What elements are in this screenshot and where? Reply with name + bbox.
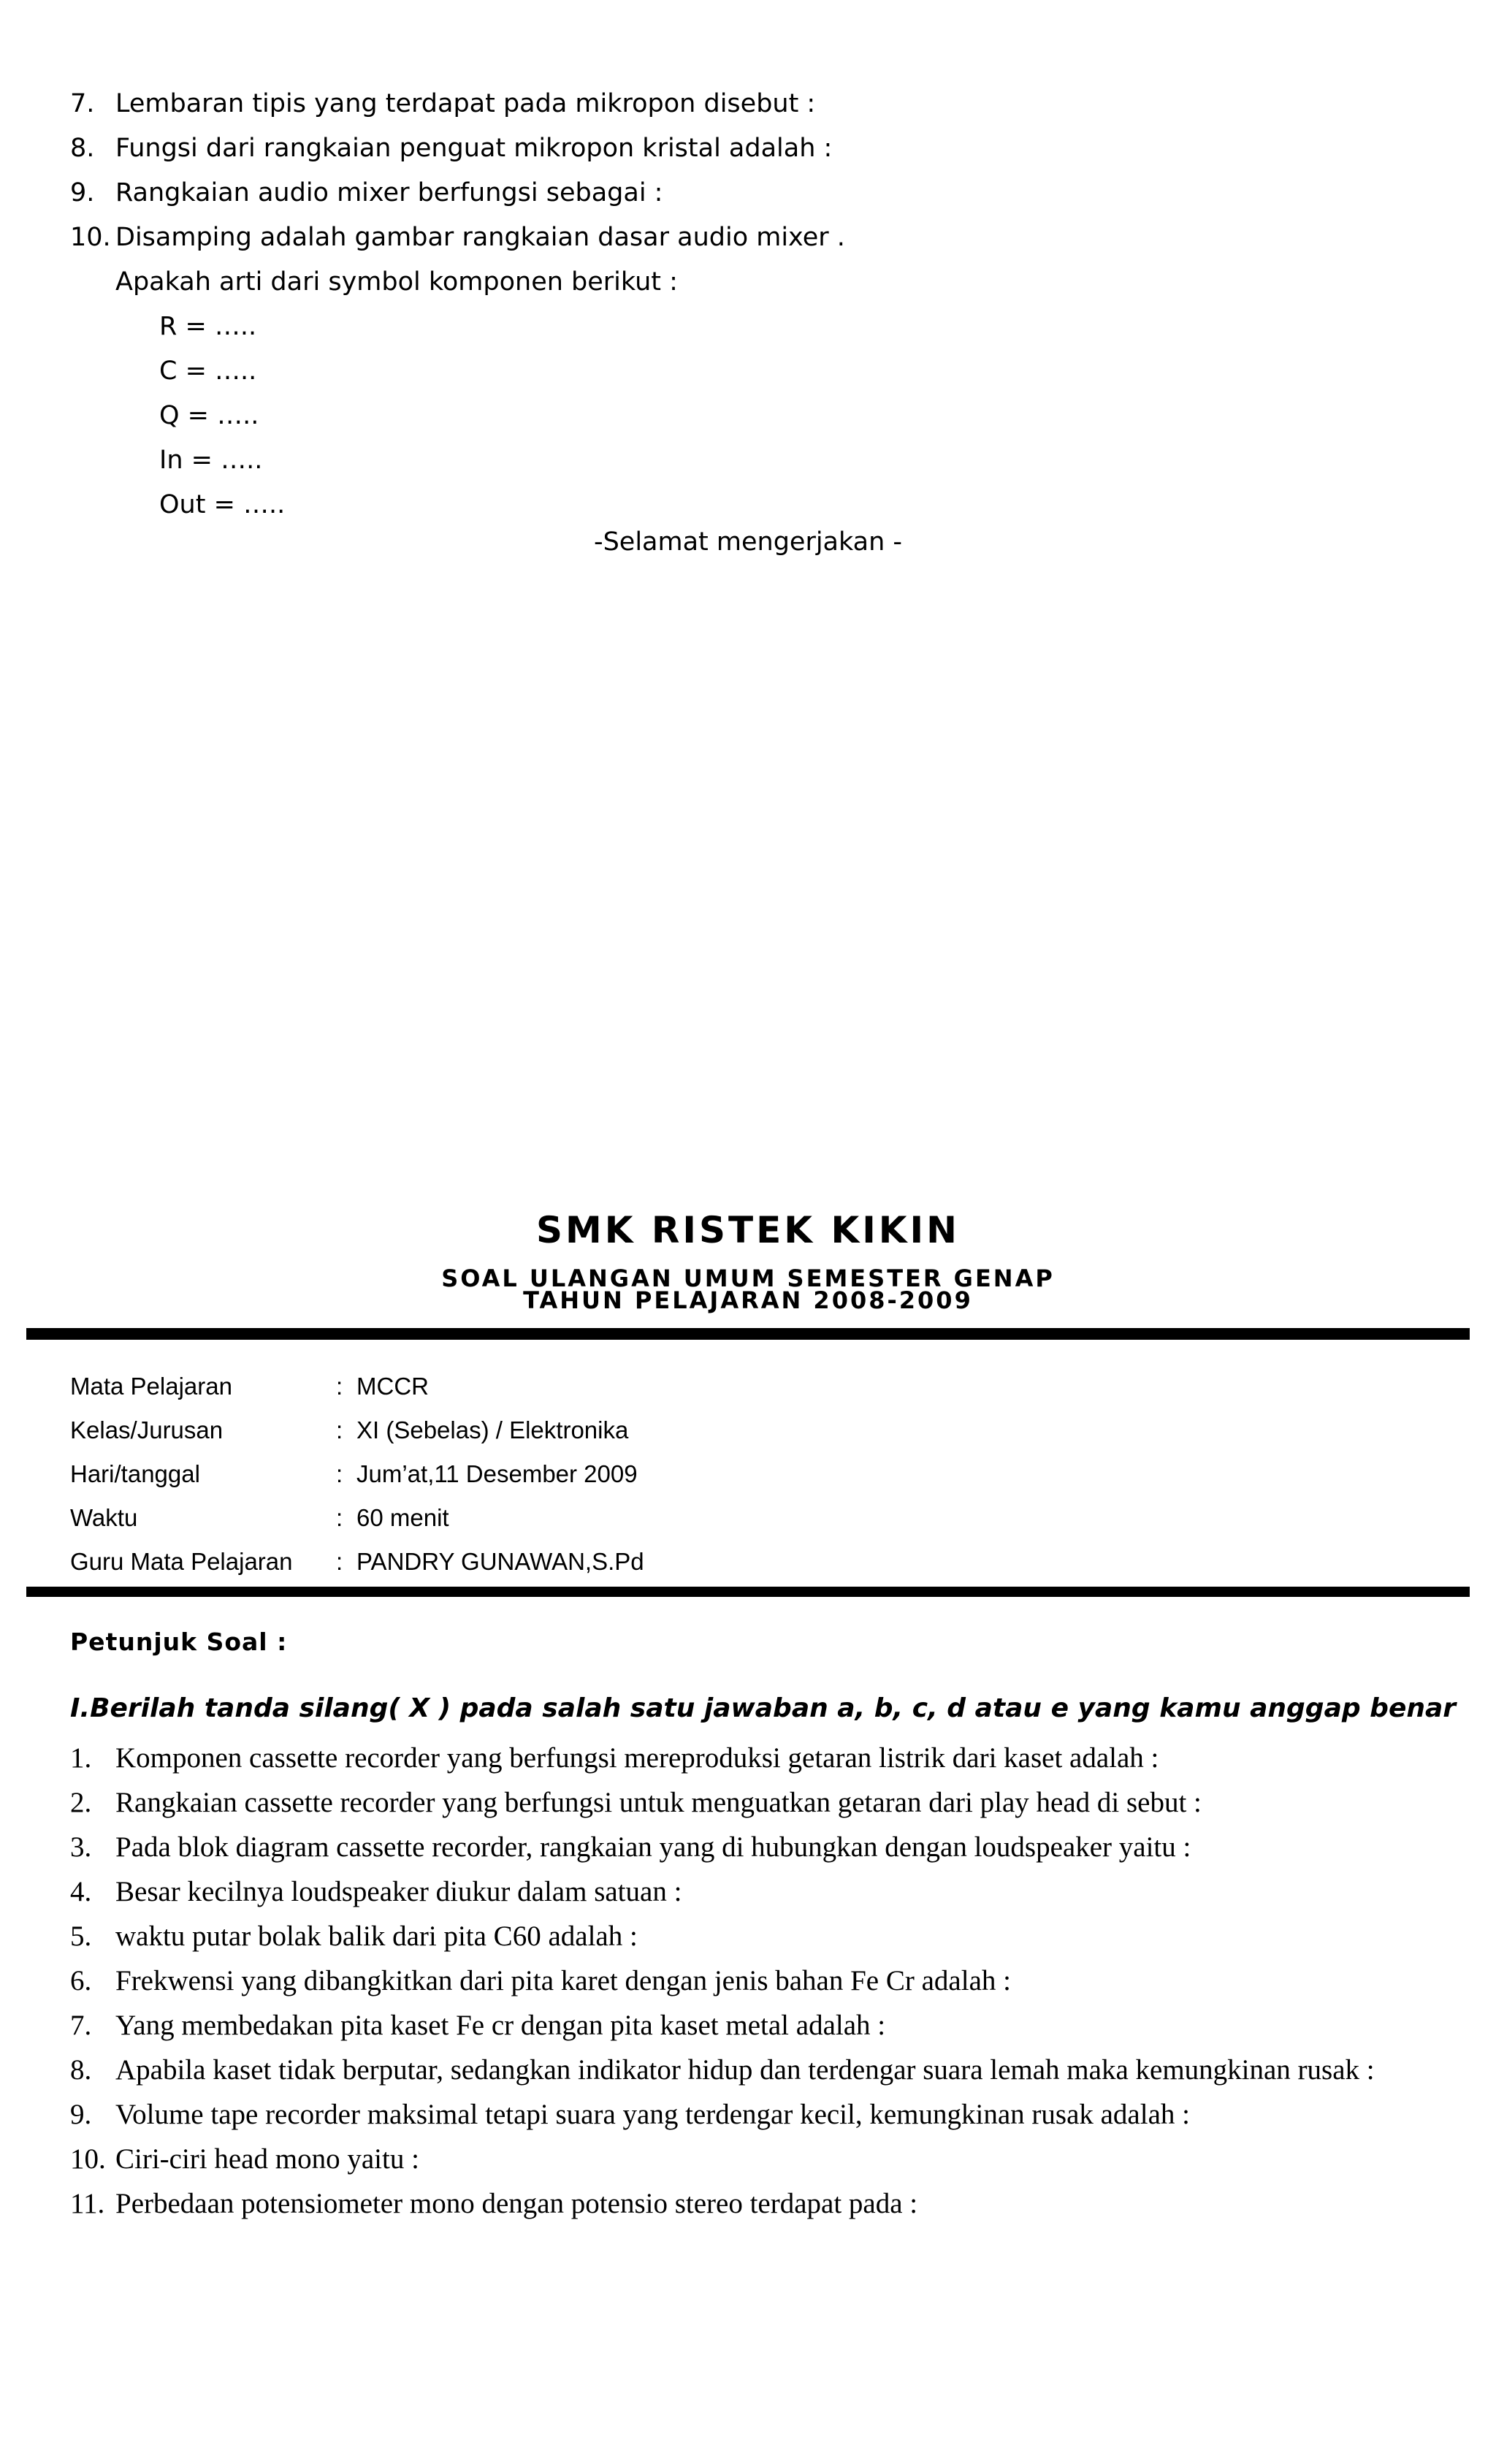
question-number: 7.: [70, 89, 95, 118]
symbol-line: Q = …..: [159, 401, 259, 430]
question-text: Perbedaan potensiometer mono dengan potensio stereo terdapat pada :: [115, 2188, 918, 2219]
question-item: [70, 2003, 1375, 2048]
question-text: Besar kecilnya loudspeaker diukur dalam satuan :: [115, 1876, 682, 1907]
question-text: Apabila kaset tidak berputar, sedangkan indikator hidup dan terdengar suara lemah maka kemungkinan rusak :: [115, 2054, 1375, 2086]
question-text: waktu putar bolak balik dari pita C60 adalah :: [115, 1921, 638, 1952]
question-number: 10.: [70, 2143, 106, 2175]
question-text: Rangkaian audio mixer berfungsi sebagai :: [115, 178, 663, 207]
info-value: PANDRY GUNAWAN,S.Pd: [356, 1548, 644, 1575]
question-text: Komponen cassette recorder yang berfungsi mereproduksi getaran listrik dari kaset adalah :: [115, 1742, 1159, 1774]
header-divider: [26, 1328, 1470, 1340]
info-colon: :: [336, 1373, 343, 1400]
info-colon: :: [336, 1460, 343, 1487]
info-label: Hari/tanggal: [70, 1460, 200, 1487]
symbol-line: C = …..: [159, 356, 257, 386]
info-label: Waktu: [70, 1504, 138, 1531]
info-colon: :: [336, 1504, 343, 1531]
question-number: 3.: [70, 1831, 92, 1863]
info-colon: :: [336, 1548, 343, 1575]
question-item: [70, 1736, 1375, 1780]
school-name: SMK RISTEK KIKIN: [536, 1209, 960, 1251]
question-number: 10.: [70, 223, 111, 252]
info-value: XI (Sebelas) / Elektronika: [356, 1416, 629, 1443]
exam-title: [0, 1265, 1496, 1314]
question-followup: Apakah arti dari symbol komponen berikut :: [115, 267, 678, 297]
symbol-line: R = …..: [159, 312, 257, 341]
info-row: [70, 1408, 644, 1452]
question-item: [70, 2048, 1375, 2092]
info-value: 60 menit: [356, 1504, 449, 1531]
info-label: Kelas/Jurusan: [70, 1416, 224, 1443]
question-item: [70, 1825, 1375, 1869]
exam-info-table: [70, 1365, 644, 1584]
symbol-line: In = …..: [159, 446, 263, 475]
question-text: Frekwensi yang dibangkitkan dari pita karet dengan jenis bahan Fe Cr adalah :: [115, 1965, 1011, 1996]
question-item: [70, 1958, 1375, 2003]
question-number: 1.: [70, 1742, 92, 1774]
question-item: [70, 1914, 1375, 1958]
symbol-line: Out = …..: [159, 490, 286, 519]
question-item: [70, 82, 845, 126]
info-colon: :: [336, 1416, 343, 1443]
info-divider: [26, 1587, 1470, 1597]
question-text: Fungsi dari rangkaian penguat mikropon kristal adalah :: [115, 134, 833, 163]
exam-title-line: SOAL ULANGAN UMUM SEMESTER GENAP: [441, 1265, 1055, 1292]
info-row: [70, 1365, 644, 1408]
question-text: Disamping adalah gambar rangkaian dasar audio mixer .: [115, 223, 845, 252]
question-number: 7.: [70, 2010, 92, 2041]
question-number: 4.: [70, 1876, 92, 1907]
info-label: Mata Pelajaran: [70, 1373, 232, 1400]
question-text: Rangkaian cassette recorder yang berfungsi untuk menguatkan getaran dari play head di sebut :: [115, 1787, 1202, 1818]
question-text: Pada blok diagram cassette recorder, rangkaian yang di hubungkan dengan loudspeaker yaitu :: [115, 1831, 1191, 1863]
question-list: [70, 1736, 1375, 2226]
question-number: 8.: [70, 134, 95, 163]
question-item: [70, 126, 845, 171]
question-item: [70, 171, 845, 215]
question-text: Lembaran tipis yang terdapat pada mikropon disebut :: [115, 89, 816, 118]
closing-message: -Selamat mengerjakan -: [593, 527, 903, 557]
question-item: [70, 1869, 1375, 1914]
info-row: [70, 1540, 644, 1584]
question-item: [70, 215, 845, 260]
question-item: [70, 2181, 1375, 2226]
question-text: Volume tape recorder maksimal tetapi suara yang terdengar kecil, kemungkinan rusak adalah :: [115, 2099, 1190, 2130]
question-number: 11.: [70, 2188, 105, 2219]
info-row: [70, 1496, 644, 1540]
info-value: MCCR: [356, 1373, 429, 1400]
instructions-title: Petunjuk Soal :: [70, 1628, 288, 1656]
question-text: Ciri-ciri head mono yaitu :: [115, 2143, 419, 2175]
section-title: I.Berilah tanda silang( X ) pada salah satu jawaban a, b, c, d atau e yang kamu anggap benar: [70, 1693, 1457, 1723]
question-number: 2.: [70, 1787, 92, 1818]
question-number: 5.: [70, 1921, 92, 1952]
info-label: Guru Mata Pelajaran: [70, 1548, 293, 1575]
exam-title-line: TAHUN PELAJARAN 2008-2009: [523, 1286, 973, 1314]
question-number: 9.: [70, 2099, 92, 2130]
question-text: Yang membedakan pita kaset Fe cr dengan pita kaset metal adalah :: [115, 2010, 886, 2041]
info-row: [70, 1452, 644, 1496]
question-item: [70, 2092, 1375, 2137]
info-value: Jum’at,11 Desember 2009: [356, 1460, 638, 1487]
continued-question-list: [70, 82, 845, 527]
question-number: 9.: [70, 178, 95, 207]
question-number: 8.: [70, 2054, 92, 2086]
question-number: 6.: [70, 1965, 92, 1996]
question-item: [70, 2137, 1375, 2181]
question-item: [70, 1780, 1375, 1825]
